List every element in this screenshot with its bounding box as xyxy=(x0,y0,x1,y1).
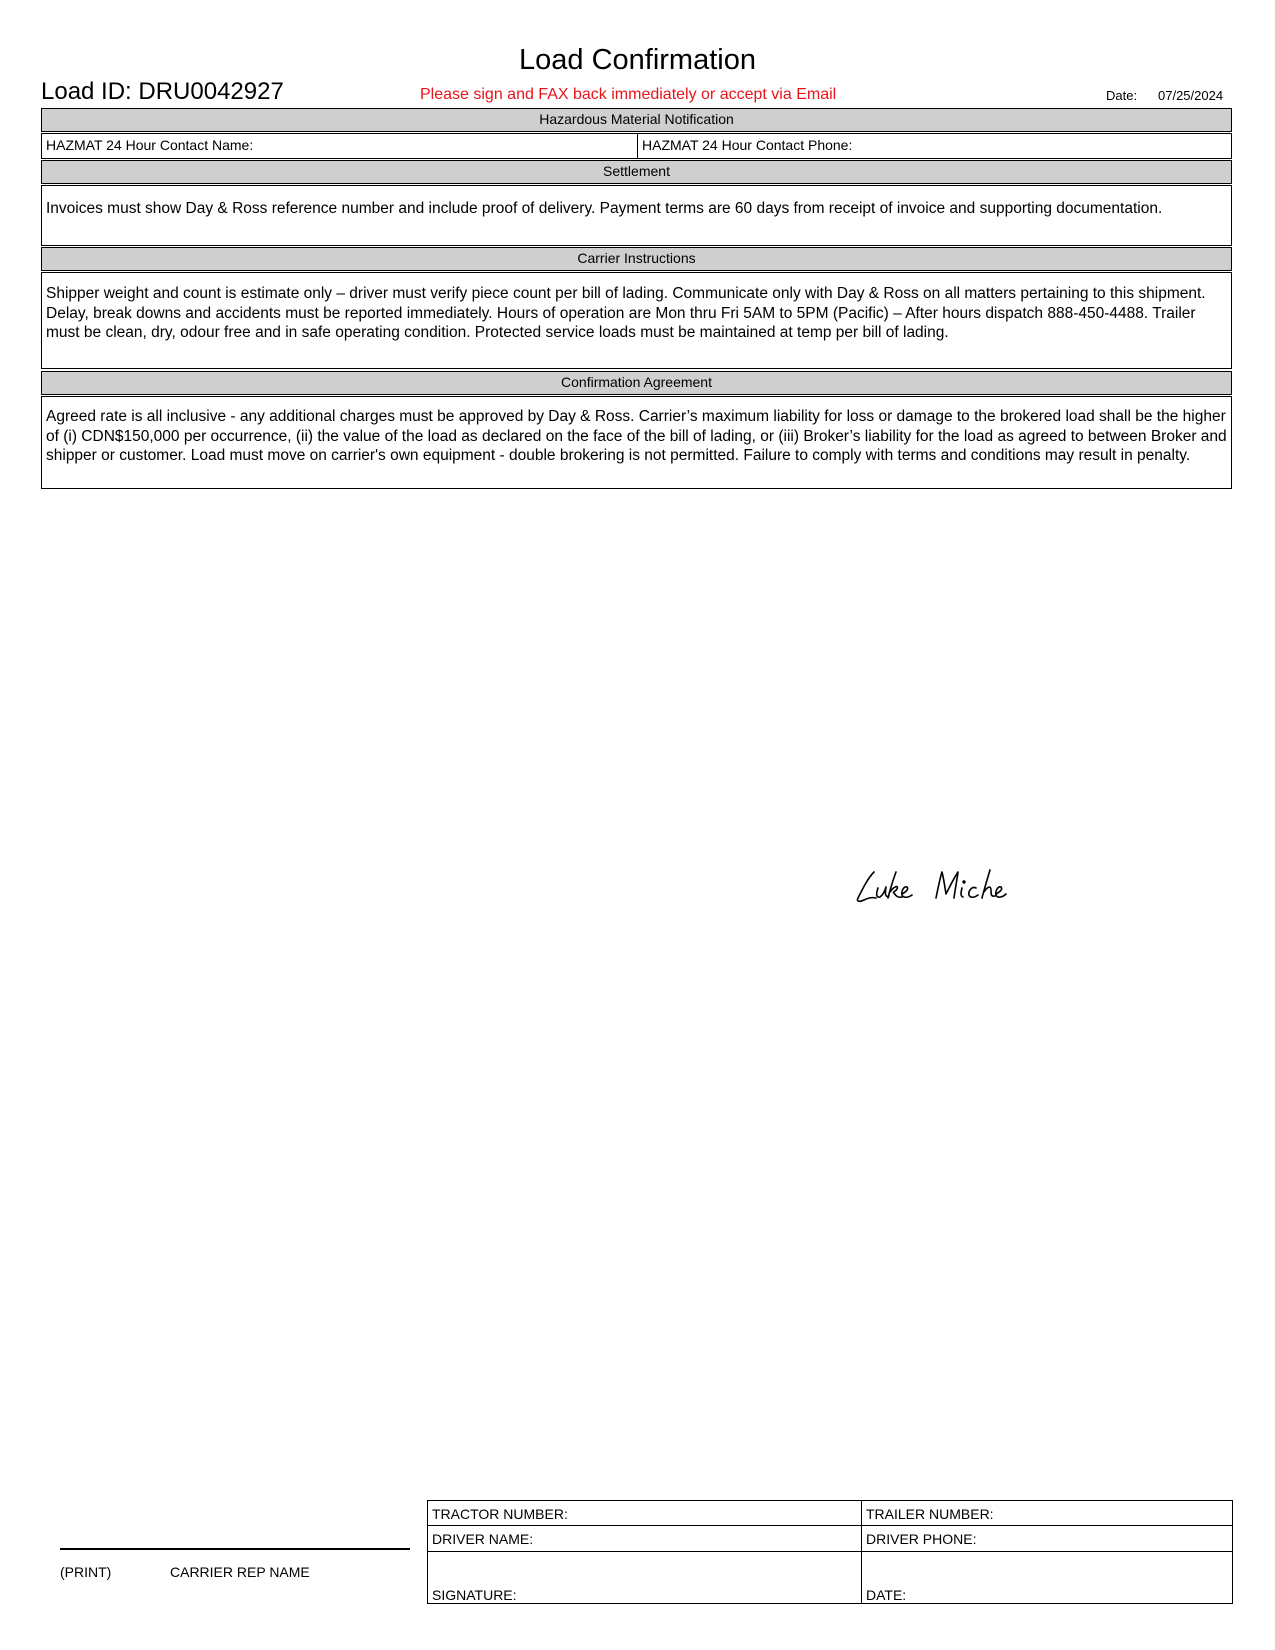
hazmat-contact-phone-label: HAZMAT 24 Hour Contact Phone: xyxy=(642,137,853,153)
tractor-number-label: TRACTOR NUMBER: xyxy=(432,1506,568,1522)
hazmat-contact-row xyxy=(41,133,1232,159)
load-id: Load ID: DRU0042927 xyxy=(41,78,284,105)
carrier-rep-name-label: CARRIER REP NAME xyxy=(170,1564,310,1580)
driver-name-label: DRIVER NAME: xyxy=(432,1531,534,1547)
trailer-number-label: TRAILER NUMBER: xyxy=(866,1506,994,1522)
driver-info-table xyxy=(427,1500,1233,1604)
carrier-instructions-header: Carrier Instructions xyxy=(41,247,1232,271)
confirmation-agreement-body: Agreed rate is all inclusive - any additional charges must be approved by Day & Ross. Carrier’s maximum liability for loss or damage to the brokered load shall be the higher of (i) CDN$150,000 per occurrence, (ii) the value of the load as declared on the face of the bill of lading, or (iii) Broker’s liability for the load as agreed to between Broker and shipper or customer. Load must move on carrier's own equipment - double brokering is not permitted. Failure to comply with terms and conditions may result in penalty. xyxy=(41,396,1232,489)
date-label: Date: xyxy=(1106,88,1138,103)
date-field-label: DATE: xyxy=(866,1587,907,1603)
date-value: 07/25/2024 xyxy=(1158,88,1224,103)
carrier-rep-signature-line xyxy=(60,1548,410,1550)
driver-table-divider-row2 xyxy=(428,1551,1232,1552)
sign-fax-notice: Please sign and FAX back immediately or accept via Email xyxy=(420,86,837,103)
carrier-rep-print-label: (PRINT) xyxy=(60,1564,112,1580)
page-title: Load Confirmation xyxy=(519,44,756,76)
settlement-body: Invoices must show Day & Ross reference number and include proof of delivery. Payment terms are 60 days from receipt of invoice and supporting documentation. xyxy=(41,185,1232,246)
carrier-instructions-body: Shipper weight and count is estimate only – driver must verify piece count per bill of lading. Communicate only with Day & Ross on all matters pertaining to this shipment. Delay, break downs and accidents must be reported immediately. Hours of operation are Mon thru Fri 5AM to 5PM (Pacific) – After hours dispatch 888-450-4488. Trailer must be clean, dry, odour free and in safe operating condition. Protected service loads must be maintained at temp per bill of lading. xyxy=(41,272,1232,369)
driver-phone-label: DRIVER PHONE: xyxy=(866,1531,977,1547)
driver-table-divider-vertical xyxy=(861,1501,862,1603)
handwritten-signature xyxy=(854,866,1044,906)
hazmat-header: Hazardous Material Notification xyxy=(41,108,1232,132)
confirmation-agreement-header: Confirmation Agreement xyxy=(41,371,1232,395)
settlement-header: Settlement xyxy=(41,160,1232,184)
driver-table-divider-row1 xyxy=(428,1525,1232,1526)
signature-label: SIGNATURE: xyxy=(432,1587,517,1603)
hazmat-contact-name-label: HAZMAT 24 Hour Contact Name: xyxy=(42,134,638,158)
